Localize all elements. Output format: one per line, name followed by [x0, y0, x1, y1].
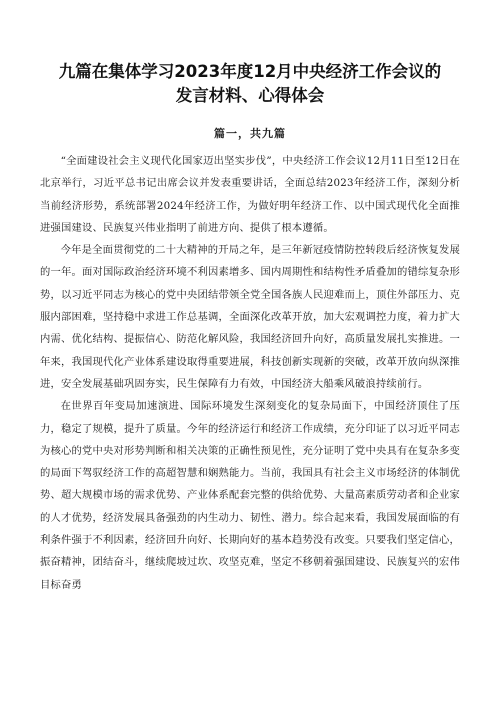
document-title: 九篇在集体学习2023年度12月中央经济工作会议的发言材料、心得体会	[58, 62, 442, 105]
paragraph-3: 在世界百年变局加速演进、国际环境发生深刻变化的复杂局面下，中国经济顶住了压力，稳定了规模，提升了质量。今年的经济运行和经济工作成绩，充分印证了以习近平同志为核心的党中央对形势判断和相关决策的正确性预见性，充分证明了党中央具有在复杂多变的局面下驾驭经济工作的高超智慧和娴熟能力。当前，我国具有社会主义市场经济的体制优势、超大规模市场的需求优势、产业体系配套完整的供给优势、大量高素质劳动者和企业家的人才优势，经济发展具备强劲的内生动力、韧性、潜力。综合起来看，我国发展面临的有利条件强于不利因素，经济回升向好、长期向好的基本趋势没有改变。只要我们坚定信心，振奋精神，团结奋斗，继续爬坡过坎、攻坚克难，坚定不移朝着强国建设、民族复兴的宏伟目标奋勇	[40, 400, 460, 591]
paragraph-2: 今年是全面贯彻党的二十大精神的开局之年，是三年新冠疫情防控转段后经济恢复发展的一年。面对国际政治经济环境不利因素增多、国内周期性和结构性矛盾叠加的错综复杂形势，以习近平同志为核心的党中央团结带领全党全国各族人民迎难而上，顶住外部压力、克服内部困难，坚持稳中求进工作总基调，全面深化改革开放，加大宏观调控力度，着力扩大内需、优化结构、提振信心、防范化解风险，我国经济回升向好，高质量发展扎实推进。一年来，我国现代化产业体系建设取得重要进展，科技创新实现新的突破，改革开放向纵深推进，安全发展基础巩固夯实，民生保障有力有效，中国经济大船乘风破浪持续前行。	[40, 244, 460, 390]
section-heading: 篇一，共九篇	[214, 127, 286, 140]
paragraph-1: “全面建设社会主义现代化国家迈出坚实步伐”，中央经济工作会议12月11日至12日在北京举行，习近平总书记出席会议并发表重要讲话，全面总结2023年经济工作，深刻分析当前经济形势，系统部署2024年经济工作，为做好明年经济工作、以中国式现代化全面推进强国建设、民族复兴伟业指明了前进方向、提供了根本遵循。	[40, 155, 460, 234]
